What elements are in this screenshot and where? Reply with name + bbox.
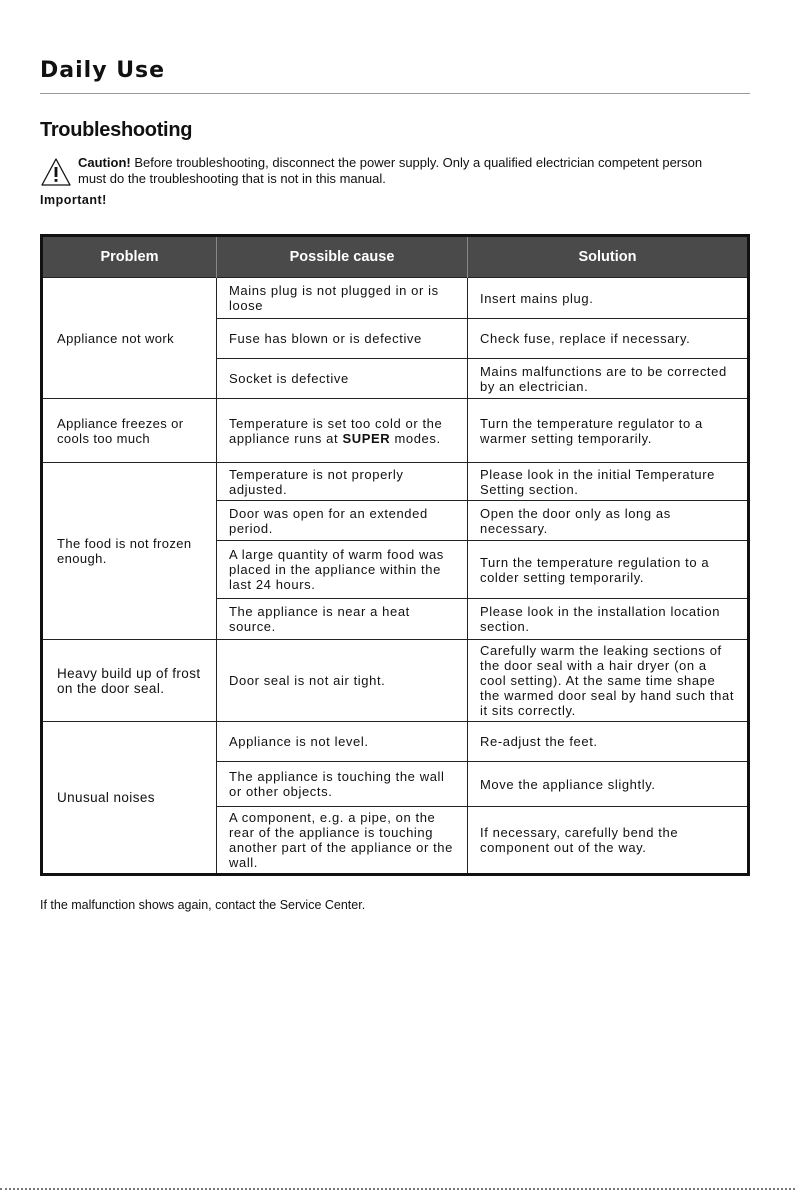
table-row <box>42 640 749 722</box>
bottom-dotted-border <box>0 1188 795 1190</box>
title-divider <box>40 93 750 94</box>
header-solution: Solution <box>468 236 749 278</box>
cause-cell: The appliance is near a heat source. <box>217 599 468 640</box>
table-row <box>42 722 749 762</box>
mode-name: SUPER <box>342 430 391 446</box>
solution-cell: Move the appliance slightly. <box>468 762 749 807</box>
solution-cell: Check fuse, replace if necessary. <box>468 319 749 359</box>
caution-label: Caution! <box>78 155 131 170</box>
important-label: Important! <box>40 193 107 207</box>
cause-cell: A component, e.g. a pipe, on the rear of the appliance is touching another part of the appliance or the wall. <box>217 807 468 875</box>
solution-cell: Turn the temperature regulator to a warmer setting temporarily. <box>468 399 749 463</box>
footer-note: If the malfunction shows again, contact the Service Center. <box>40 898 366 912</box>
cause-cell: Fuse has blown or is defective <box>217 319 468 359</box>
cause-cell: Mains plug is not plugged in or is loose <box>217 278 468 319</box>
caution-notice <box>78 155 718 187</box>
solution-cell: Insert mains plug. <box>468 278 749 319</box>
problem-cell: Unusual noises <box>42 722 217 875</box>
solution-cell: Turn the temperature regulation to a colder setting temporarily. <box>468 541 749 599</box>
cause-text: Temperature is set too cold or the appliance runs at <box>229 415 443 446</box>
table-row <box>42 399 749 463</box>
solution-cell: Re-adjust the feet. <box>468 722 749 762</box>
solution-cell: Carefully warm the leaking sections of the door seal with a hair dryer (on a cool setting). At the same time shape the warmed door seal by hand such that it sits correctly. <box>468 640 749 722</box>
problem-cell: Heavy build up of frost on the door seal. <box>42 640 217 722</box>
table-row <box>42 463 749 501</box>
solution-cell: If necessary, carefully bend the component out of the way. <box>468 807 749 875</box>
cause-cell: Socket is defective <box>217 359 468 399</box>
section-title: Troubleshooting <box>40 119 193 141</box>
caution-body: Before troubleshooting, disconnect the power supply. Only a qualified electrician competent person must do the troubleshooting that is not in this manual. <box>78 155 703 186</box>
solution-cell: Please look in the installation location section. <box>468 599 749 640</box>
cause-cell: Door seal is not air tight. <box>217 640 468 722</box>
cause-cell: The appliance is touching the wall or other objects. <box>217 762 468 807</box>
table-row <box>42 278 749 319</box>
problem-cell: The food is not frozen enough. <box>42 463 217 640</box>
cause-cell: A large quantity of warm food was placed in the appliance within the last 24 hours. <box>217 541 468 599</box>
cause-cell: Door was open for an extended period. <box>217 501 468 541</box>
solution-cell: Please look in the initial Temperature Setting section. <box>468 463 749 501</box>
solution-cell: Mains malfunctions are to be corrected by an electrician. <box>468 359 749 399</box>
caution-icon <box>40 157 72 187</box>
cause-cell: Appliance is not level. <box>217 722 468 762</box>
header-possible-cause: Possible cause <box>217 236 468 278</box>
solution-cell: Open the door only as long as necessary. <box>468 501 749 541</box>
troubleshooting-table <box>40 234 750 876</box>
cause-cell <box>217 399 468 463</box>
page-title: Daily Use <box>40 58 166 83</box>
header-problem: Problem <box>42 236 217 278</box>
table-header-row <box>42 236 749 278</box>
problem-cell: Appliance not work <box>42 278 217 399</box>
problem-cell: Appliance freezes or cools too much <box>42 399 217 463</box>
cause-cell: Temperature is not properly adjusted. <box>217 463 468 501</box>
cause-text: modes. <box>390 430 441 446</box>
